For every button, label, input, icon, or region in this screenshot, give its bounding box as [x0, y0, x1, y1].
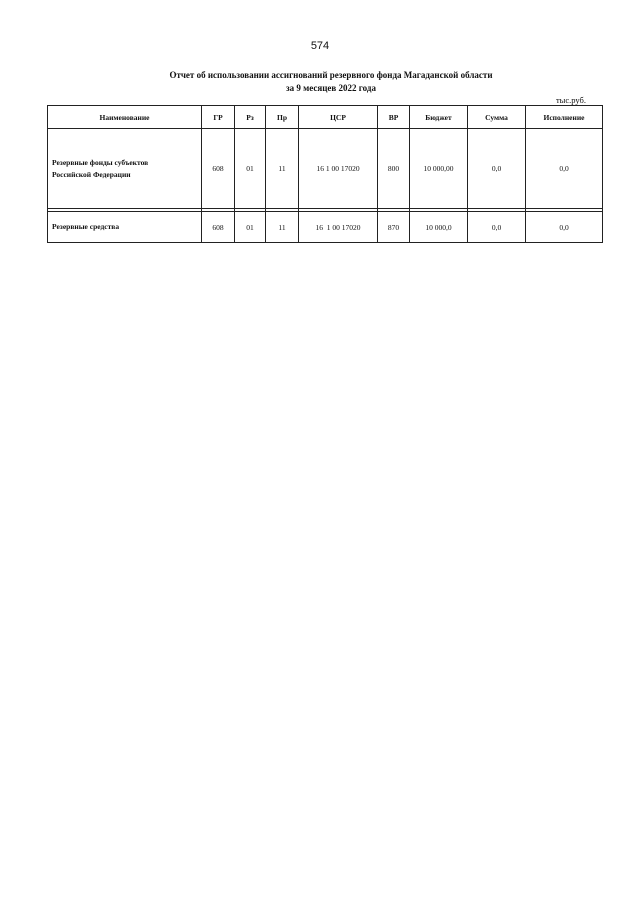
cell-name: Резервные средства [48, 212, 202, 243]
cell-sum: 0,0 [468, 212, 526, 243]
cell-name-line-1: Резервные фонды субъектов [52, 157, 149, 167]
cell-pr: 11 [266, 212, 299, 243]
table-header-row [48, 106, 603, 129]
cell-vr: 800 [378, 129, 410, 209]
cell-budget: 10 000,00 [410, 129, 468, 209]
report-title-line-1: Отчет об использовании ассигнований резервного фонда Магаданской области [169, 70, 493, 80]
report-title-line-2: за 9 месяцев 2022 года [286, 83, 376, 93]
cell-gr: 608 [202, 212, 235, 243]
cell-execution: 0,0 [526, 212, 603, 243]
cell-name-line-2: Российской Федерации [52, 169, 131, 179]
header-rz: Рз [235, 106, 266, 129]
page-number: 574 [310, 40, 330, 52]
header-budget: Бюджет [410, 106, 468, 129]
header-sum: Сумма [468, 106, 526, 129]
header-csr: ЦСР [299, 106, 378, 129]
cell-rz: 01 [235, 212, 266, 243]
header-pr: Пр [266, 106, 299, 129]
cell-vr: 870 [378, 212, 410, 243]
table-row [48, 212, 603, 243]
reserve-fund-table [47, 105, 603, 243]
cell-execution: 0,0 [526, 129, 603, 209]
header-name: Наименование [48, 106, 202, 129]
cell-csr: 16 1 00 17020 [299, 129, 378, 209]
cell-sum: 0,0 [468, 129, 526, 209]
cell-csr: 16 1 00 17020 [299, 212, 378, 243]
report-title [0, 69, 640, 95]
cell-gr: 608 [202, 129, 235, 209]
table-row [48, 129, 603, 209]
header-execution: Исполнение [526, 106, 603, 129]
header-gr: ГР [202, 106, 235, 129]
cell-rz: 01 [235, 129, 266, 209]
cell-pr: 11 [266, 129, 299, 209]
header-vr: ВР [378, 106, 410, 129]
cell-name [48, 129, 202, 209]
units-label: тыс.руб. [555, 95, 586, 105]
cell-budget: 10 000,0 [410, 212, 468, 243]
